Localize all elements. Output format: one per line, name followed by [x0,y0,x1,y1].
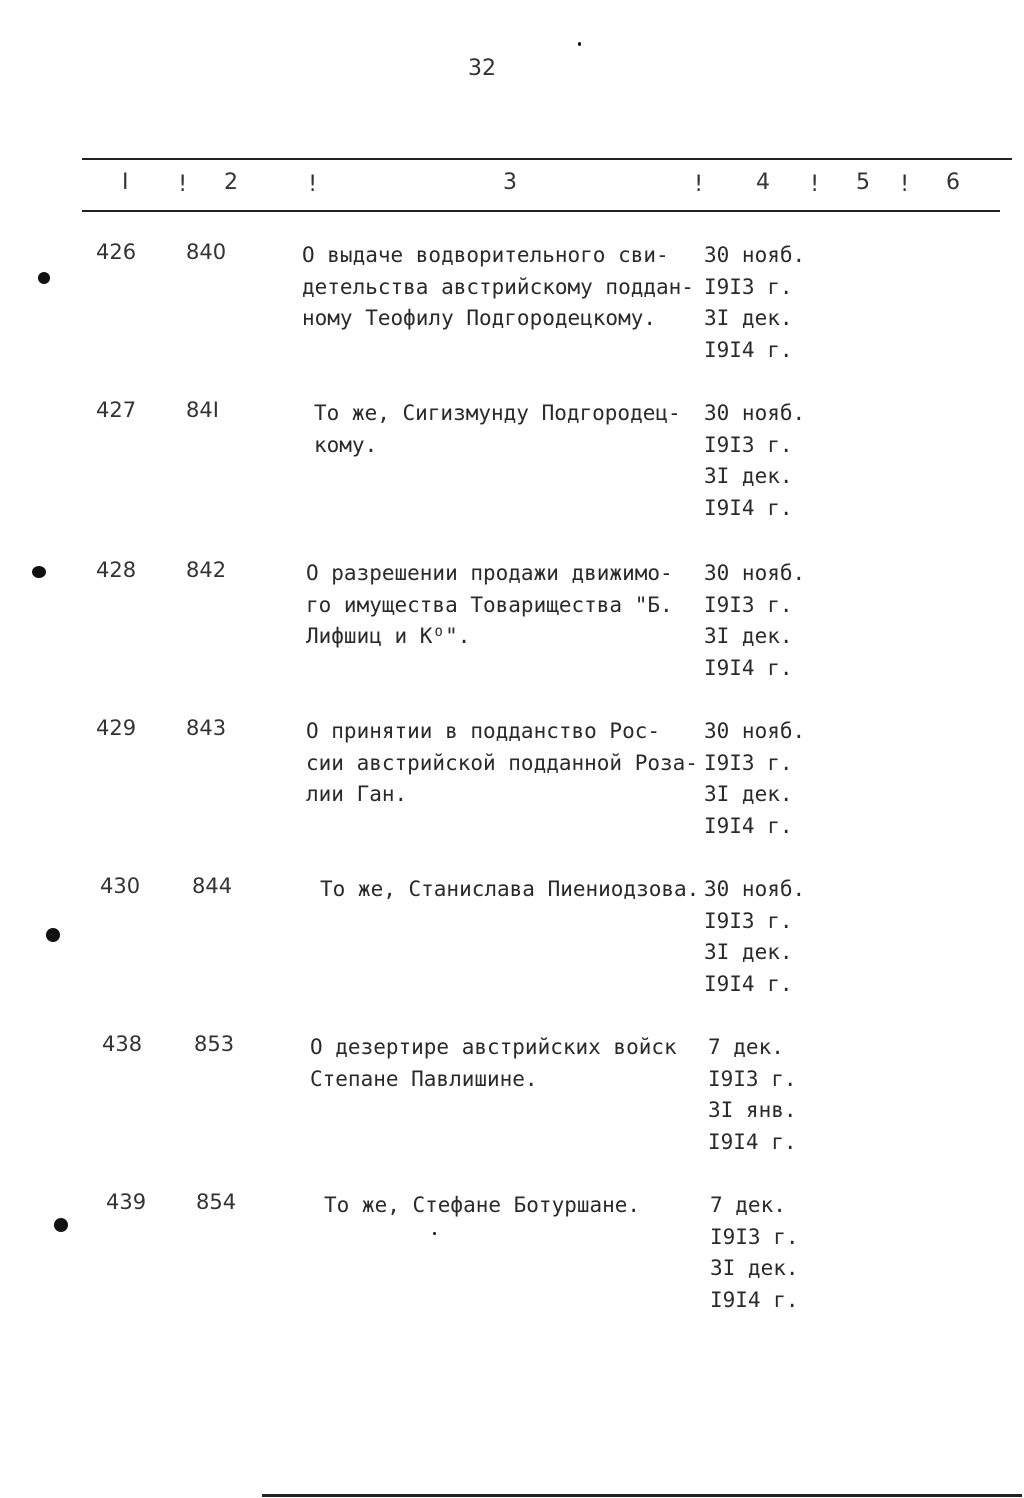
table-top-rule [82,158,1012,160]
table-row [0,1190,1024,1320]
row-item-number: 844 [192,874,233,898]
row-description: О принятии в подданство Рос- сии австрийской подданной Роза- лии Ган. [306,719,698,806]
row-dates: 30 нояб. I9I3 г. 3I дек. I9I4 г. [704,401,806,520]
row-number: 427 [96,398,137,422]
row-item-number: 854 [196,1190,237,1214]
row-item-number: 843 [186,716,227,740]
header-col-5: 5 [856,170,870,195]
row-dates: 30 нояб. I9I3 г. 3I дек. I9I4 г. [704,243,806,362]
header-col-3: 3 [503,170,517,195]
row-dates: 30 нояб. I9I3 г. 3I дек. I9I4 г. [704,719,806,838]
row-description: То же, Сигизмунду Подгородец- кому. [314,401,681,457]
row-item-number: 840 [186,240,227,264]
row-dates: 30 нояб. I9I3 г. 3I дек. I9I4 г. [704,561,806,680]
row-description: То же, Стефане Ботуршане. [324,1193,641,1217]
row-description: О разрешении продажи движимо- го имущества Товарищества "Б. Лифшиц и Кᴼ". [306,561,673,648]
binding-hole-mark [54,1218,68,1232]
binding-hole-mark [32,566,46,578]
row-number: 438 [102,1032,143,1056]
page-number: 32 [468,56,496,81]
table-row [0,874,1024,1004]
row-dates: 7 дек. I9I3 г. 3I янв. I9I4 г. [708,1035,797,1154]
header-separator: ! [898,172,912,197]
table-row [0,240,1024,370]
table-header-rule [82,210,1000,212]
table-row [0,398,1024,528]
header-separator: ! [176,172,190,197]
row-description: О выдаче водворительного сви- детельства австрийскому поддан- ному Теофилу Подгородецкому. [302,243,694,330]
row-number: 426 [96,240,137,264]
row-number: 428 [96,558,137,582]
row-item-number: 84I [186,398,219,422]
header-col-1: I [122,170,129,195]
header-separator: ! [692,172,706,197]
table-row [0,716,1024,846]
header-col-2: 2 [224,170,238,195]
bottom-rule [262,1494,1022,1497]
row-item-number: 842 [186,558,227,582]
row-description: То же, Станислава Пиениодзова. [320,877,700,901]
binding-hole-mark [38,272,50,284]
dust-speck [578,42,581,46]
header-separator: ! [808,172,822,197]
header-separator: ! [306,172,320,197]
row-number: 439 [106,1190,147,1214]
header-col-4: 4 [756,170,770,195]
table-row [0,1032,1024,1162]
row-dates: 7 дек. I9I3 г. 3I дек. I9I4 г. [710,1193,799,1312]
dust-speck [433,1232,436,1235]
row-number: 430 [100,874,141,898]
row-item-number: 853 [194,1032,235,1056]
header-col-6: 6 [946,170,960,195]
row-number: 429 [96,716,137,740]
table-row [0,558,1024,688]
binding-hole-mark [46,928,60,942]
row-description: О дезертире австрийских войск Степане Павлишине. [310,1035,677,1091]
row-dates: 30 нояб. I9I3 г. 3I дек. I9I4 г. [704,877,806,996]
